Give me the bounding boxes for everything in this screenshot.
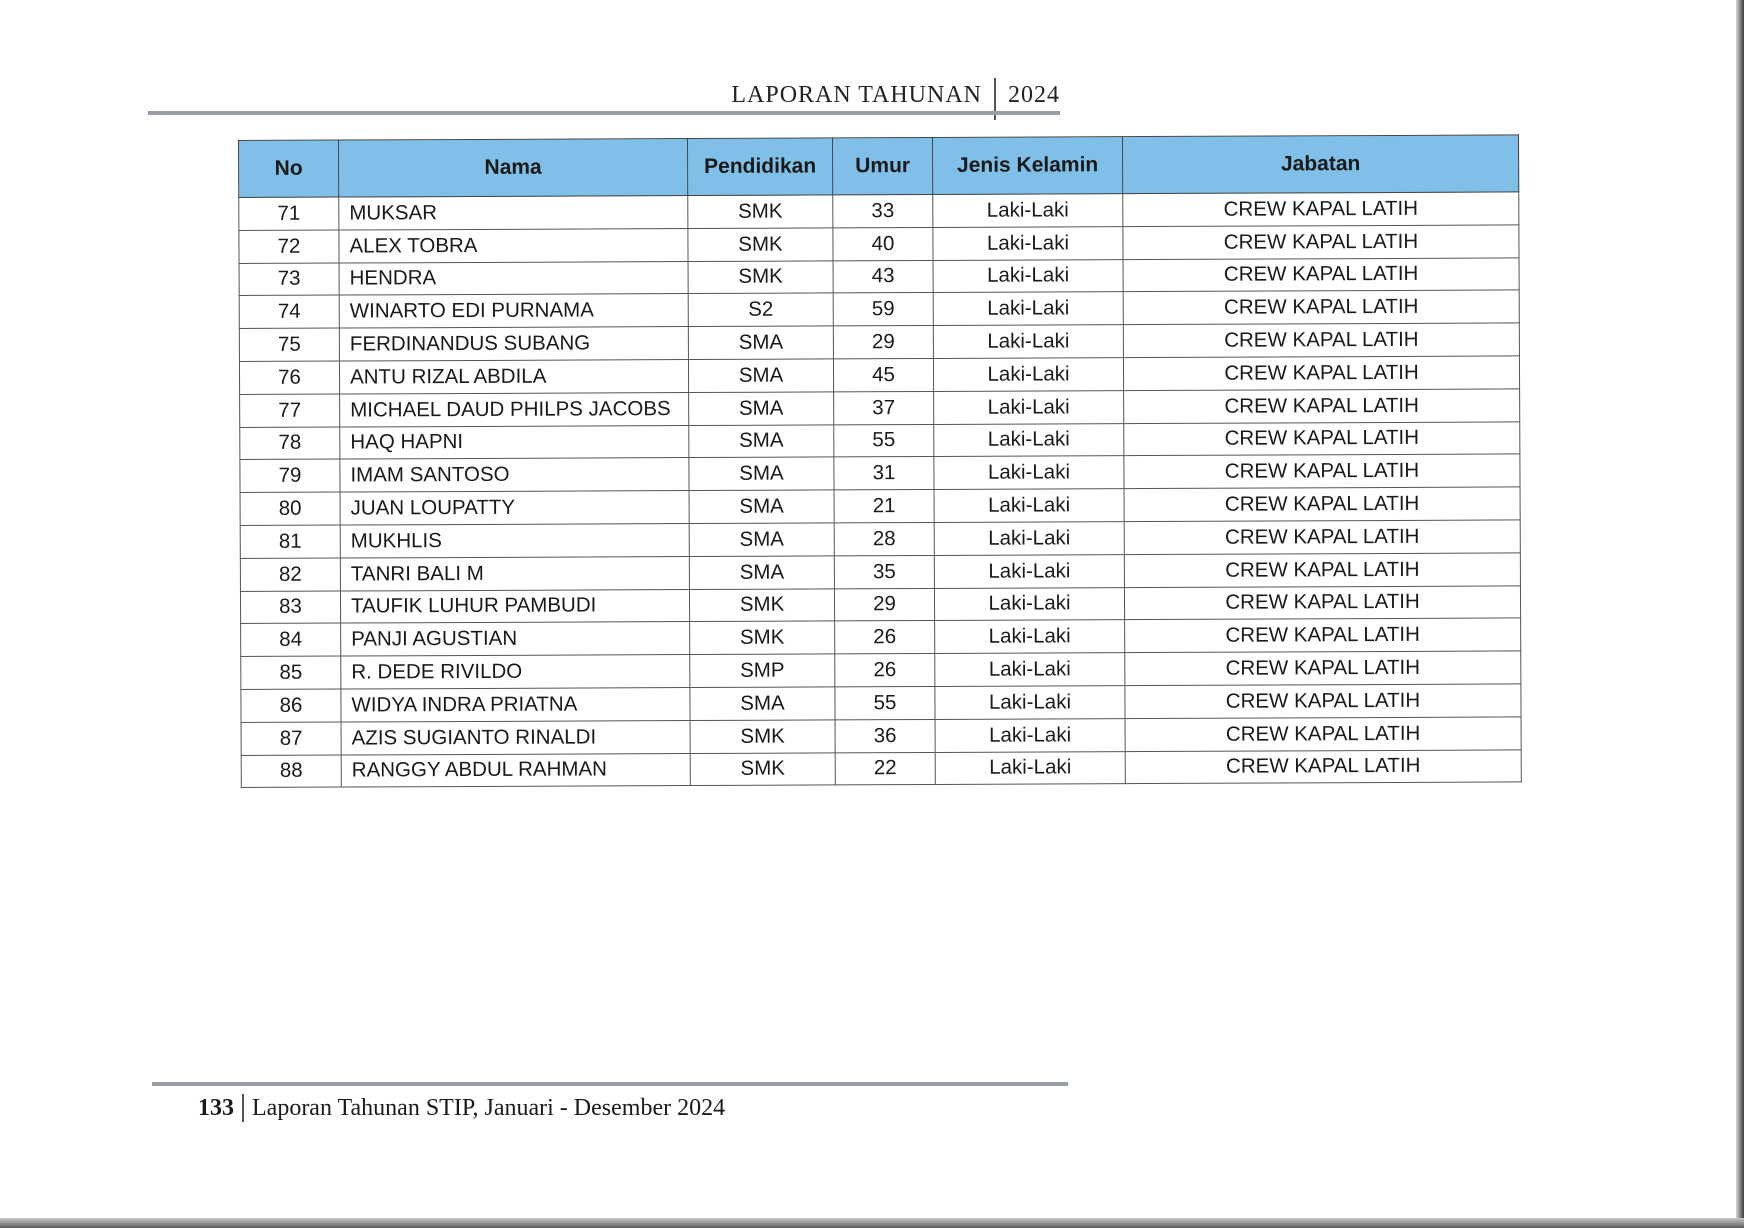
footer-page-number: 133 (198, 1094, 234, 1121)
cell-nama: HAQ HAPNI (340, 425, 689, 459)
table-row (239, 356, 1519, 394)
cell-umur: 22 (835, 752, 935, 785)
cell-jenis-kelamin: Laki-Laki (934, 423, 1124, 457)
cell-jabatan: CREW KAPAL LATIH (1125, 651, 1521, 686)
header-year: 2024 (1008, 81, 1060, 108)
cell-pendidikan: SMK (688, 195, 833, 228)
cell-umur: 45 (833, 358, 933, 391)
column-header-nama: Nama (339, 139, 688, 198)
page-header (148, 66, 1060, 116)
table-row (241, 717, 1521, 755)
cell-no: 71 (239, 197, 339, 230)
cell-jenis-kelamin: Laki-Laki (935, 718, 1125, 752)
cell-no: 87 (241, 722, 341, 755)
cell-pendidikan: SMA (690, 687, 835, 720)
cell-jenis-kelamin: Laki-Laki (934, 489, 1124, 523)
cell-no: 77 (240, 394, 340, 427)
cell-nama: FERDINANDUS SUBANG (339, 327, 688, 361)
cell-umur: 36 (835, 719, 935, 752)
table-row (239, 323, 1519, 361)
cell-pendidikan: SMK (690, 621, 835, 654)
cell-pendidikan: S2 (688, 293, 833, 326)
cell-pendidikan: SMA (689, 457, 834, 490)
cell-jenis-kelamin: Laki-Laki (934, 390, 1124, 424)
cell-pendidikan: SMK (688, 260, 833, 293)
table-row (240, 421, 1520, 459)
cell-nama: HENDRA (339, 261, 688, 295)
cell-umur: 28 (834, 522, 934, 555)
cell-jabatan: CREW KAPAL LATIH (1123, 323, 1519, 358)
cell-nama: TAUFIK LUHUR PAMBUDI (340, 589, 689, 623)
cell-nama: RANGGY ABDUL RAHMAN (341, 753, 690, 787)
column-header-jabatan: Jabatan (1122, 135, 1518, 194)
cell-no: 82 (240, 558, 340, 591)
cell-no: 86 (241, 689, 341, 722)
cell-no: 75 (239, 328, 339, 361)
header-title: LAPORAN TAHUNAN (731, 81, 982, 108)
cell-jabatan: CREW KAPAL LATIH (1124, 585, 1520, 620)
page-footer (198, 1094, 725, 1122)
cell-jabatan: CREW KAPAL LATIH (1123, 258, 1519, 293)
table-header (239, 135, 1519, 198)
cell-pendidikan: SMA (689, 523, 834, 556)
cell-jabatan: CREW KAPAL LATIH (1125, 749, 1521, 784)
cell-pendidikan: SMK (690, 752, 835, 785)
cell-pendidikan: SMA (688, 326, 833, 359)
cell-umur: 37 (834, 391, 934, 424)
table-header-row (239, 135, 1519, 198)
table-row (241, 651, 1521, 689)
staff-table (238, 134, 1522, 788)
cell-umur: 26 (835, 621, 935, 654)
cell-pendidikan: SMK (688, 228, 833, 261)
cell-nama: TANRI BALI M (340, 556, 689, 590)
cell-no: 88 (241, 755, 341, 788)
table-row (240, 520, 1520, 558)
cell-umur: 35 (834, 555, 934, 588)
header-text (731, 74, 1060, 116)
cell-jenis-kelamin: Laki-Laki (933, 325, 1123, 359)
cell-umur: 33 (833, 194, 933, 227)
cell-jabatan: CREW KAPAL LATIH (1124, 520, 1520, 555)
cell-nama: AZIS SUGIANTO RINALDI (341, 720, 690, 754)
table-row (239, 258, 1519, 296)
cell-jenis-kelamin: Laki-Laki (933, 194, 1123, 228)
footer-divider (242, 1094, 244, 1122)
cell-jenis-kelamin: Laki-Laki (934, 456, 1124, 490)
cell-jenis-kelamin: Laki-Laki (934, 554, 1124, 588)
scan-edge-right (1736, 0, 1744, 1228)
cell-umur: 55 (834, 424, 934, 457)
footer-text: Laporan Tahunan STIP, Januari - Desember 2024 (252, 1094, 726, 1121)
footer-rule (152, 1082, 1068, 1086)
cell-no: 79 (240, 459, 340, 492)
table-row (240, 389, 1520, 427)
scan-edge-bottom (0, 1218, 1744, 1228)
table-row (240, 487, 1520, 525)
cell-jabatan: CREW KAPAL LATIH (1123, 356, 1519, 391)
cell-nama: MUKSAR (339, 196, 688, 230)
cell-umur: 26 (835, 654, 935, 687)
cell-jenis-kelamin: Laki-Laki (935, 653, 1125, 687)
cell-jabatan: CREW KAPAL LATIH (1124, 389, 1520, 424)
table-row (239, 192, 1519, 230)
cell-nama: ALEX TOBRA (339, 228, 688, 262)
cell-jabatan: CREW KAPAL LATIH (1125, 684, 1521, 719)
table-row (239, 225, 1519, 263)
column-header-jenis-kelamin: Jenis Kelamin (932, 137, 1122, 195)
table-row (241, 684, 1521, 722)
cell-jabatan: CREW KAPAL LATIH (1124, 454, 1520, 489)
cell-jenis-kelamin: Laki-Laki (933, 358, 1123, 392)
cell-nama: PANJI AGUSTIAN (341, 622, 690, 656)
cell-umur: 40 (833, 227, 933, 260)
cell-no: 85 (241, 656, 341, 689)
cell-no: 73 (239, 263, 339, 296)
column-header-umur: Umur (832, 137, 932, 194)
cell-no: 78 (240, 427, 340, 460)
cell-umur: 59 (833, 293, 933, 326)
cell-jenis-kelamin: Laki-Laki (935, 686, 1125, 720)
table-row (239, 290, 1519, 328)
column-header-pendidikan: Pendidikan (687, 138, 832, 196)
cell-pendidikan: SMA (689, 392, 834, 425)
cell-jabatan: CREW KAPAL LATIH (1125, 717, 1521, 752)
cell-nama: JUAN LOUPATTY (340, 491, 689, 525)
cell-jabatan: CREW KAPAL LATIH (1124, 421, 1520, 456)
cell-nama: WIDYA INDRA PRIATNA (341, 687, 690, 721)
table-body (239, 192, 1522, 788)
cell-no: 74 (239, 295, 339, 328)
cell-pendidikan: SMK (689, 588, 834, 621)
header-rule (148, 111, 1060, 115)
cell-umur: 43 (833, 260, 933, 293)
column-header-no: No (239, 140, 339, 197)
cell-jenis-kelamin: Laki-Laki (933, 259, 1123, 293)
cell-jabatan: CREW KAPAL LATIH (1123, 192, 1519, 227)
cell-jabatan: CREW KAPAL LATIH (1124, 553, 1520, 588)
cell-jabatan: CREW KAPAL LATIH (1125, 618, 1521, 653)
cell-nama: MUKHLIS (340, 524, 689, 558)
table-row (241, 618, 1521, 656)
cell-umur: 29 (834, 588, 934, 621)
cell-nama: ANTU RIZAL ABDILA (339, 360, 688, 394)
cell-pendidikan: SMA (689, 490, 834, 523)
cell-umur: 21 (834, 490, 934, 523)
cell-pendidikan: SMA (689, 556, 834, 589)
cell-jabatan: CREW KAPAL LATIH (1124, 487, 1520, 522)
cell-umur: 55 (835, 686, 935, 719)
cell-no: 81 (240, 525, 340, 558)
cell-jabatan: CREW KAPAL LATIH (1123, 225, 1519, 260)
table-row (240, 454, 1520, 492)
cell-umur: 31 (834, 457, 934, 490)
cell-jenis-kelamin: Laki-Laki (933, 292, 1123, 326)
cell-pendidikan: SMA (689, 424, 834, 457)
table-row (240, 585, 1520, 623)
cell-jenis-kelamin: Laki-Laki (934, 587, 1124, 621)
cell-no: 72 (239, 230, 339, 263)
cell-umur: 29 (833, 326, 933, 359)
cell-no: 76 (239, 361, 339, 394)
cell-nama: R. DEDE RIVILDO (341, 655, 690, 689)
cell-pendidikan: SMA (688, 359, 833, 392)
cell-nama: WINARTO EDI PURNAMA (339, 294, 688, 328)
cell-no: 80 (240, 492, 340, 525)
cell-jenis-kelamin: Laki-Laki (935, 751, 1125, 785)
cell-nama: IMAM SANTOSO (340, 458, 689, 492)
cell-no: 83 (240, 591, 340, 624)
cell-pendidikan: SMK (690, 720, 835, 753)
cell-jenis-kelamin: Laki-Laki (934, 522, 1124, 556)
table-row (241, 749, 1521, 787)
cell-jenis-kelamin: Laki-Laki (933, 226, 1123, 260)
cell-pendidikan: SMP (690, 654, 835, 687)
table-row (240, 553, 1520, 591)
staff-table-container (238, 134, 1521, 788)
cell-nama: MICHAEL DAUD PHILPS JACOBS (340, 392, 689, 426)
cell-jabatan: CREW KAPAL LATIH (1123, 290, 1519, 325)
cell-no: 84 (241, 623, 341, 656)
cell-jenis-kelamin: Laki-Laki (935, 620, 1125, 654)
